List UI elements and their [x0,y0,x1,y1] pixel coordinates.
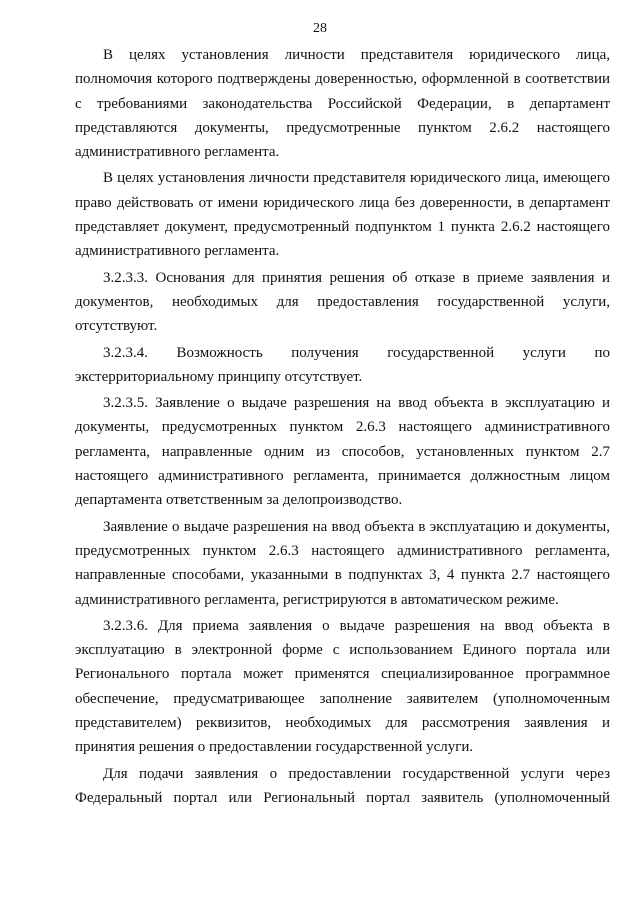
paragraph-3-2-3-6: 3.2.3.6. Для приема заявления о выдаче разрешения на ввод объекта в эксплуатацию в электронной форме с использованием Единого портала или Регионального портала может применятся специализированное программное обеспечение, предусматривающее заполнение заявителем (уполномоченным представителем) реквизитов, необходимых для рассмотрения заявления и принятия решения о предоставлении государственной услуги. [75,617,610,756]
paragraph-3-2-3-4: 3.2.3.4. Возможность получения государственной услуги по экстерриториальному принципу отсутствует. [75,344,610,385]
paragraph-3-2-3-5: 3.2.3.5. Заявление о выдаче разрешения на ввод объекта в эксплуатацию и документы, предусмотренных пунктом 2.6.3 настоящего административного регламента, направленные одним из способов, установленных пунктом 2.7 настоящего административного регламента, принимается должностным лицом департамента ответственным за делопроизводство. [75,395,610,509]
document-body [75,43,610,812]
paragraph-portal-submission: Для подачи заявления о предоставлении государственной услуги через Федеральный портал или Региональный портал заявитель (уполномоченный [75,765,610,806]
paragraph-representative-proxy: В целях установления личности представителя юридического лица, полномочия которого подтверждены доверенностью, оформленной в соответствии с требованиями законодательства Российской Федерации, в департамент представляются документы, предусмотренные пунктом 2.6.2 настоящего административного регламента. [75,47,610,161]
paragraph-representative-no-proxy: В целях установления личности представителя юридического лица, имеющего право действовать от имени юридического лица без доверенности, в департамент представляет документ, предусмотренный подпунктом 1 пункта 2.6.2 настоящего административного регламента. [75,170,610,260]
page-number: 28 [313,21,327,36]
paragraph-automatic-registration: Заявление о выдаче разрешения на ввод объекта в эксплуатацию и документы, предусмотренных пунктом 2.6.3 настоящего административного регламента, направленные способами, указанными в подпунктах 3, 4 пункта 2.7 настоящего административного регламента, регистрируются в автоматическом режиме. [75,518,610,608]
paragraph-3-2-3-3: 3.2.3.3. Основания для принятия решения об отказе в приеме заявления и документов, необходимых для предоставления государственной услуги, отсутствуют. [75,269,610,335]
